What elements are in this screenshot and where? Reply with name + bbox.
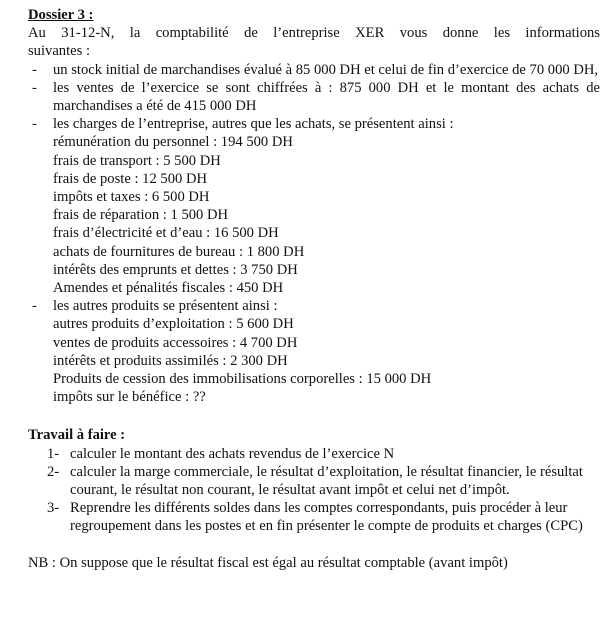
produit-item: impôts sur le bénéfice : ?? bbox=[53, 389, 206, 406]
list-item-produits bbox=[28, 297, 600, 315]
bullet-dash: - bbox=[32, 116, 37, 133]
charge-item: intérêts des emprunts et dettes : 3 750 DH bbox=[53, 261, 298, 278]
produit-item: Produits de cession des immobilisations corporelles : 15 000 DH bbox=[53, 371, 432, 388]
nb-note: NB : On suppose que le résultat fiscal est égal au résultat comptable (avant impôt) bbox=[28, 554, 508, 571]
task-number: 2- bbox=[47, 463, 60, 480]
travail-title: Travail à faire : bbox=[28, 427, 126, 444]
bullet-dash: - bbox=[32, 79, 37, 96]
charge-item: Amendes et pénalités fiscales : 450 DH bbox=[53, 280, 284, 297]
dossier-title: Dossier 3 : bbox=[28, 7, 94, 23]
list-item-ventes bbox=[28, 79, 600, 115]
task-text: calculer le montant des achats revendus de l’exercice N bbox=[70, 445, 395, 462]
charges-intro: les charges de l’entreprise, autres que les achats, se présentent ainsi : bbox=[53, 116, 454, 133]
intro-text-line-2: suivantes : bbox=[28, 43, 91, 60]
charge-item: frais d’électricité et d’eau : 16 500 DH bbox=[53, 225, 279, 242]
data-list bbox=[28, 61, 600, 407]
task-item-2 bbox=[28, 463, 600, 499]
intro-text-line-1: Au 31-12-N, la comptabilité de l’entreprise XER vous donne les informations bbox=[28, 25, 600, 42]
charge-item: impôts et taxes : 6 500 DH bbox=[53, 189, 210, 206]
task-number: 1- bbox=[47, 445, 60, 462]
produits-intro: les autres produits se présentent ainsi : bbox=[53, 298, 278, 315]
produit-item: ventes de produits accessoires : 4 700 DH bbox=[53, 334, 298, 351]
charge-item: frais de poste : 12 500 DH bbox=[53, 170, 208, 187]
ventes-text: les ventes de l’exercice se sont chiffrées à : 875 000 DH et le montant des achats de marchandises a été de 415 000 DH bbox=[53, 79, 600, 115]
task-item-3 bbox=[28, 499, 600, 535]
task-item-1 bbox=[28, 445, 600, 463]
charge-item: achats de fournitures de bureau : 1 800 DH bbox=[53, 243, 305, 260]
task-text: Reprendre les différents soldes dans les comptes correspondants, puis procéder à leur regroupement dans les postes et en fin présenter le compte de produits et charges (CPC) bbox=[70, 500, 583, 535]
task-list bbox=[28, 445, 600, 536]
task-text: calculer la marge commerciale, le résultat d’exploitation, le résultat financier, le résultat courant, le résultat non courant, le résultat avant impôt et celui net d’impôt. bbox=[70, 463, 583, 499]
task-number: 3- bbox=[47, 500, 60, 517]
charge-item: frais de réparation : 1 500 DH bbox=[53, 207, 229, 224]
produit-item: autres produits d’exploitation : 5 600 DH bbox=[53, 316, 294, 333]
charge-item: rémunération du personnel : 194 500 DH bbox=[53, 134, 293, 151]
charge-item: frais de transport : 5 500 DH bbox=[53, 152, 221, 169]
bullet-dash: - bbox=[32, 298, 37, 315]
list-item-stock bbox=[28, 61, 600, 79]
bullet-dash: - bbox=[32, 61, 37, 78]
stock-text: un stock initial de marchandises évalué à 85 000 DH et celui de fin d’exercice de 70 000 DH, bbox=[53, 61, 599, 78]
list-item-charges bbox=[28, 115, 600, 133]
produit-item: intérêts et produits assimilés : 2 300 DH bbox=[53, 352, 288, 369]
